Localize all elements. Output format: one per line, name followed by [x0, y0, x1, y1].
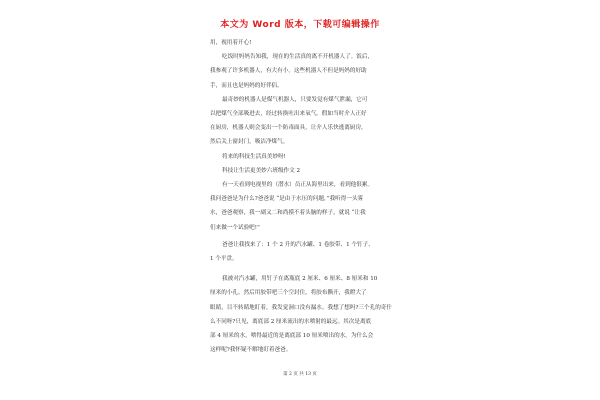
document-body — [210, 36, 400, 357]
text-line: 部 4 厘米的水，喷得最近的是离底部 10 厘米喷出的水。为什么会 — [210, 333, 374, 340]
text-line: 以把煤气全部吸进去，经过转换吐出来氧气。假如当时介人正好 — [210, 111, 367, 118]
text-line: 爸爸让我找来了：1 个 2 升的汽水罐、1 卷胶带、1 个钉子、 — [222, 241, 374, 248]
text-line: 在厨房，机器人则会变出一个防毒面具，让介人乐快逃离厨房， — [210, 125, 367, 132]
word-version-banner: 本文为 Word 版本，下载可编辑操作 — [220, 20, 380, 30]
text-line: 吃饭时妈妈告知我，现在的生活真的离不开机器人了。饭后， — [222, 54, 374, 61]
text-line: 厘米的小孔。然后用胶带吧三个空封住，将胶布撕开，我瞪大了 — [210, 290, 367, 297]
text-line: 然后关上窗封门，吸洁净煤气。 — [210, 139, 289, 146]
page-number-footer: 第 2 页 共 13 页 — [283, 372, 317, 377]
text-line: 用，视用着开心! — [210, 40, 252, 46]
text-line: 们来做一个试验吧!” — [210, 224, 260, 231]
text-line: 水，爸爸观察，我一副又二和尚摸不着头脑的样子，就说 “让我 — [210, 210, 366, 217]
text-line: 这样呢?我怀疑不解地盯着爸爸。 — [210, 347, 292, 354]
text-line: 有一天看到电视里的（潜水）员正从海里出来，看到他很累。 — [222, 182, 374, 189]
text-line: 最奇妙的机器人是煤气机器人，只要发觉有煤气泄漏，它可 — [222, 96, 368, 103]
text-line: 眼睛，目不转睛地盯着，我发觉洞口没有漏水。我想了想吗?三个孔的奇什 — [210, 304, 392, 311]
text-line: 我问爸爸是为什么?爸爸说 “是由于水压的问题，”我听得一头雾 — [210, 196, 364, 203]
text-line: 我参观了许多机器人，有大有小。这些机器人不但是妈妈的好助 — [210, 68, 367, 75]
text-line: 手，而且也是妈妈的好伴侣。 — [210, 82, 283, 89]
text-line: 么不同呀?只见，离底部 2 厘米流出的水喷射的最远。其次是离底 — [210, 318, 372, 325]
essay-subtitle: 科技让生活更美妙六班级作文 2 — [222, 167, 301, 174]
text-line: 将来的科技生活真美妙呀! — [222, 153, 286, 160]
text-line: 我被对汽水罐，用钉子在离瓶底 2 厘米、6 厘米、8 厘米和 10 — [222, 276, 378, 283]
text-line: 1 个平盘。 — [210, 256, 238, 263]
